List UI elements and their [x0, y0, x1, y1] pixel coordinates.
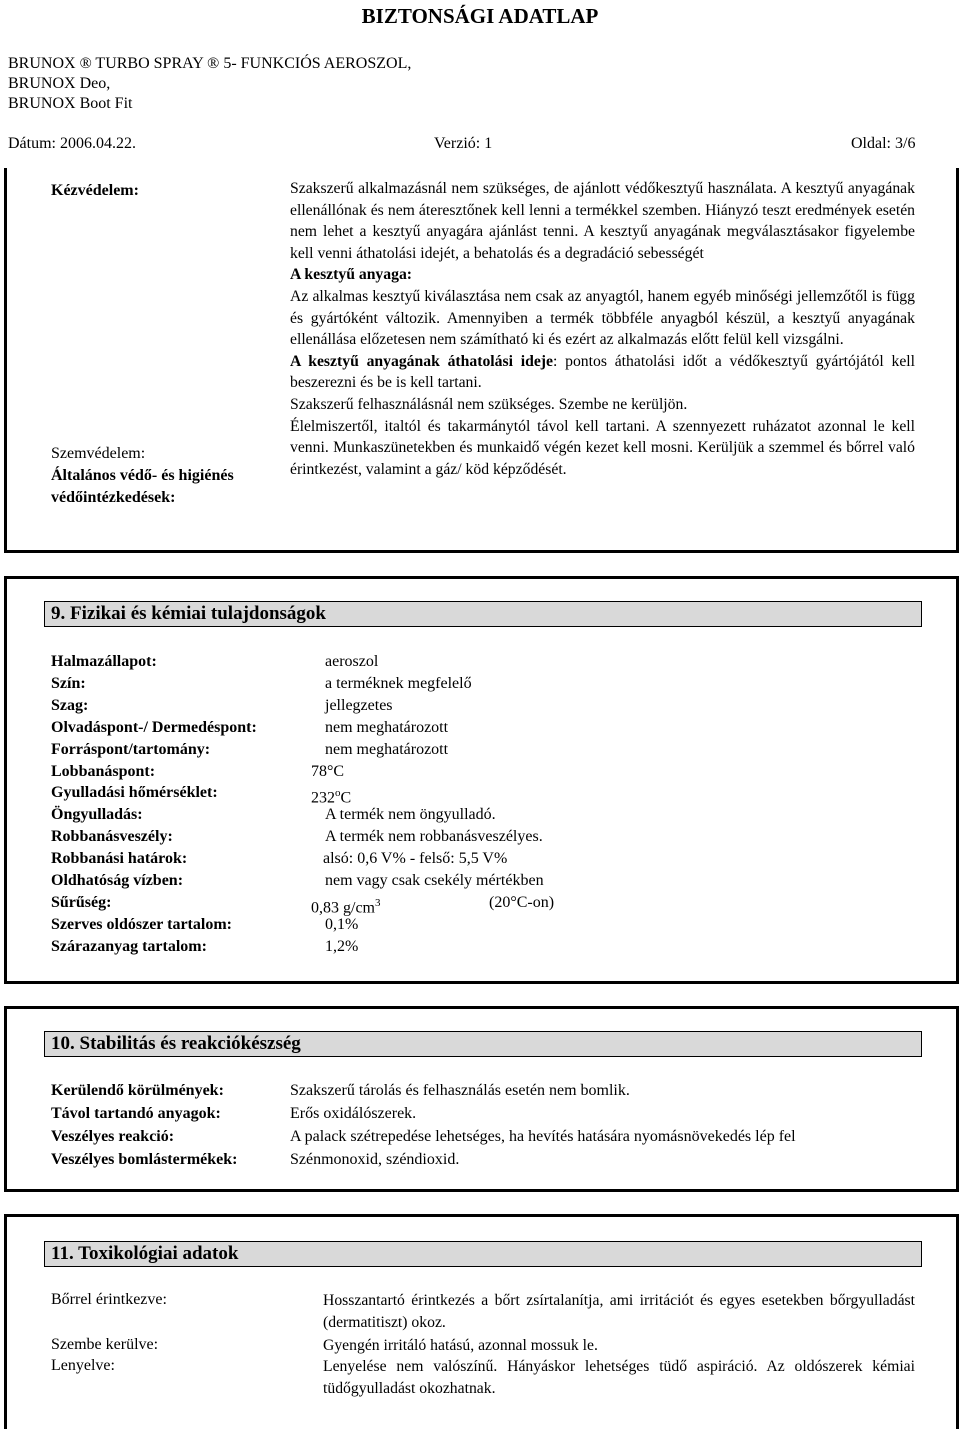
- property-value-unit: C: [340, 789, 352, 807]
- general-measures-label-2: védőintézkedések:: [51, 489, 176, 506]
- property-value-text: nem vagy csak csekély mértékben: [325, 872, 544, 889]
- property-value-text: alsó: 0,6 V% - felső: 5,5 V%: [323, 850, 508, 868]
- section-9-heading: 9. Fizikai és kémiai tulajdonságok: [44, 601, 922, 627]
- swallow-label: Lenyelve:: [51, 1357, 115, 1374]
- hand-protection-label: Kézvédelem:: [51, 182, 139, 199]
- property-name: Szerves oldószer tartalom:: [51, 915, 232, 933]
- property-value: [325, 652, 378, 672]
- property-value-text: 78°C: [311, 762, 345, 780]
- property-row: [51, 674, 931, 694]
- property-name: Gyulladási hőmérséklet:: [51, 784, 218, 802]
- section-10-heading: 10. Stabilitás és reakciókészség: [44, 1031, 922, 1057]
- property-value: [325, 915, 358, 935]
- eye-contact-text: Gyengén irritáló hatású, azonnal mossuk le.: [323, 1337, 598, 1354]
- property-value: [311, 762, 344, 782]
- property-value-text: a terméknek megfelelő: [325, 674, 472, 692]
- property-value-condition: (20°C-on): [489, 893, 555, 911]
- property-row: [51, 915, 931, 935]
- property-value-text: A termék nem öngyulladó.: [325, 806, 496, 824]
- penetration-text: : pontos áthatolási időt a védőkesztyű gyártójától kell beszerezni és be is kell tartani.: [290, 352, 915, 392]
- document-date: Dátum: 2006.04.22.: [8, 135, 136, 152]
- property-name: Szag:: [51, 696, 89, 714]
- property-row: [51, 718, 931, 738]
- stability-value: Erős oxidálószerek.: [290, 1105, 417, 1122]
- swallow-text: Lenyelése nem valószínű. Hányáskor lehetséges tüdő aspiráció. Az oldószerek kémiai tüdőgyulladást okozhatnak.: [323, 1358, 915, 1397]
- product-line-2: BRUNOX Deo,: [8, 75, 111, 92]
- stability-value: Szakszerű tárolás és felhasználás esetén nem bomlik.: [290, 1082, 630, 1099]
- property-value-text: aeroszol: [325, 653, 379, 670]
- penetration-paragraph: [290, 351, 915, 394]
- hand-protection-text: [290, 178, 915, 480]
- general-measures-text: Élelmiszertől, italtól és takarmánytól távol kell tartani. A szennyezett ruházatot azonnal le kell venni. Munkaszünetekben és munkaidő végén kezet kell mosni. Kerüljük a szemmel és bőrrel való érintkezést, valamint a gáz/ köd képződését.: [290, 417, 915, 478]
- property-name: Öngyulladás:: [51, 806, 143, 824]
- property-value: [325, 718, 448, 738]
- skin-contact-text: Hosszantartó érintkezés a bőrt zsírtalanítja, ami irritációt és egyes esetekben bőrgyulladást (dermatitiszt) okoz.: [323, 1292, 915, 1331]
- document-title: BIZTONSÁGI ADATLAP: [361, 4, 599, 28]
- stability-value: A palack szétrepedése lehetséges, ha hevítés hatására nyomásnövekedés lép fel: [290, 1128, 796, 1145]
- stability-value: Szénmonoxid, széndioxid.: [290, 1151, 460, 1168]
- property-row: [51, 652, 931, 672]
- property-name: Forráspont/tartomány:: [51, 740, 211, 758]
- property-value: [325, 827, 543, 847]
- property-value-text: 232: [311, 789, 335, 807]
- penetration-label: A kesztyű anyagának áthatolási ideje: [290, 352, 553, 370]
- section-11-heading: 11. Toxikológiai adatok: [44, 1241, 922, 1267]
- property-row: [51, 849, 931, 869]
- property-name: Olvadáspont-/ Dermedéspont:: [51, 718, 257, 736]
- property-value-text: 0,1%: [325, 915, 359, 933]
- skin-contact-label: Bőrrel érintkezve:: [51, 1291, 167, 1308]
- property-name: Lobbanáspont:: [51, 762, 156, 780]
- stability-label: Veszélyes reakció:: [51, 1128, 175, 1145]
- property-value-text: 0,83 g/cm: [311, 899, 375, 917]
- eye-protection-text: Szakszerű felhasználásnál nem szükséges. Szembe ne kerüljön.: [290, 395, 688, 413]
- property-value-text: A termék nem robbanásveszélyes.: [325, 828, 543, 846]
- property-name: Szárazanyag tartalom:: [51, 937, 207, 955]
- stability-row: [51, 1104, 931, 1124]
- document-version: Verzió: 1: [434, 135, 493, 152]
- general-measures-label-1: Általános védő- és higiénés: [51, 467, 234, 484]
- property-value: [325, 696, 393, 716]
- property-value-text: jellegzetes: [325, 696, 393, 714]
- property-value: [325, 937, 358, 957]
- product-line-1: BRUNOX ® TURBO SPRAY ® 5- FUNKCIÓS AEROSZOL,: [8, 55, 412, 72]
- stability-row: [51, 1081, 931, 1101]
- property-value: [325, 871, 544, 891]
- hand-para-2: Az alkalmas kesztyű kiválasztása nem csak az anyagtól, hanem egyéb minőségi jellemzőtől is függ és gyártóként változik. Amennyiben a termék többféle anyagból készül, a kesztyű anyagának ellenállása előzetesen nem számítható ki és ezért az alkalmazás előtt felül kell vizsgálni.: [290, 287, 915, 349]
- property-value: [325, 740, 448, 760]
- page-number: Oldal: 3/6: [851, 135, 916, 152]
- property-row: [51, 740, 931, 760]
- property-name: Oldhatóság vízben:: [51, 872, 184, 889]
- glove-material-label: A kesztyű anyaga:: [290, 266, 413, 284]
- property-name: Sűrűség:: [51, 893, 112, 911]
- property-value: [323, 849, 507, 869]
- property-value: [325, 674, 472, 694]
- stability-row: [51, 1150, 931, 1170]
- product-line-3: BRUNOX Boot Fit: [8, 95, 133, 112]
- property-value-superscript: o: [335, 787, 341, 800]
- stability-label: Távol tartandó anyagok:: [51, 1105, 221, 1122]
- property-row: [51, 871, 931, 891]
- eye-contact-label: Szembe kerülve:: [51, 1336, 159, 1353]
- eye-protection-label: Szemvédelem:: [51, 445, 146, 462]
- property-name: Szín:: [51, 674, 86, 692]
- property-value: [325, 805, 496, 825]
- property-name: Halmazállapot:: [51, 653, 157, 670]
- stability-label: Kerülendő körülmények:: [51, 1082, 224, 1099]
- property-row: [51, 827, 931, 847]
- property-value-superscript: 3: [375, 896, 381, 909]
- stability-label: Veszélyes bomlástermékek:: [51, 1151, 238, 1168]
- property-row: [51, 696, 931, 716]
- property-row: [51, 783, 931, 807]
- property-row: [51, 893, 931, 917]
- property-row: [51, 762, 931, 782]
- hand-para-1: Szakszerű alkalmazásnál nem szükséges, de ajánlott védőkesztyű használata. A kesztyű anyagának ellenállónak és nem áteresztőnek kell lenni a termékkel szemben. Hiányzó teszt eredmények esetén nem lehet a kesztyű anyagára ajánlást tenni. A kesztyű anyagának megválasztásakor figyelembe kell venni áthatolási idejét, a behatolás és a degradáció sebességét: [290, 180, 915, 262]
- property-row: [51, 805, 931, 825]
- property-value-text: nem meghatározott: [325, 718, 449, 736]
- stability-row: [51, 1127, 931, 1147]
- property-row: [51, 937, 931, 957]
- property-name: Robbanásveszély:: [51, 828, 173, 846]
- property-name: Robbanási határok:: [51, 850, 188, 868]
- property-value-text: 1,2%: [325, 937, 359, 955]
- property-value-text: nem meghatározott: [325, 740, 449, 758]
